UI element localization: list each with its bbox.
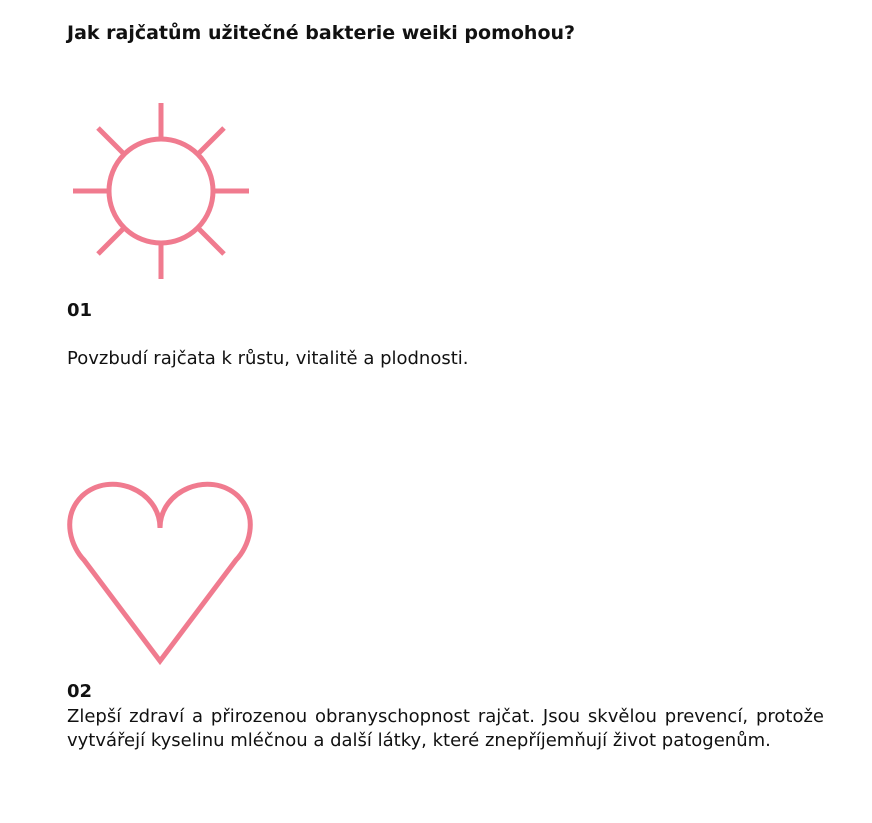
benefit-number: 01: [67, 300, 93, 321]
benefit-text: Zlepší zdraví a přirozenou obranyschopnost rajčat. Jsou skvělou prevencí, protože vytvářejí kyselinu mléčnou a další látky, které znepříjemňují život patogenům.: [67, 706, 824, 751]
benefit-text: Povzbudí rajčata k růstu, vitalitě a plodnosti.: [67, 348, 469, 369]
page-title: Jak rajčatům užitečné bakterie weiki pomohou?: [67, 22, 576, 44]
sun-icon: [70, 100, 252, 282]
heart-icon: [66, 478, 254, 668]
benefit-number: 02: [67, 681, 93, 702]
